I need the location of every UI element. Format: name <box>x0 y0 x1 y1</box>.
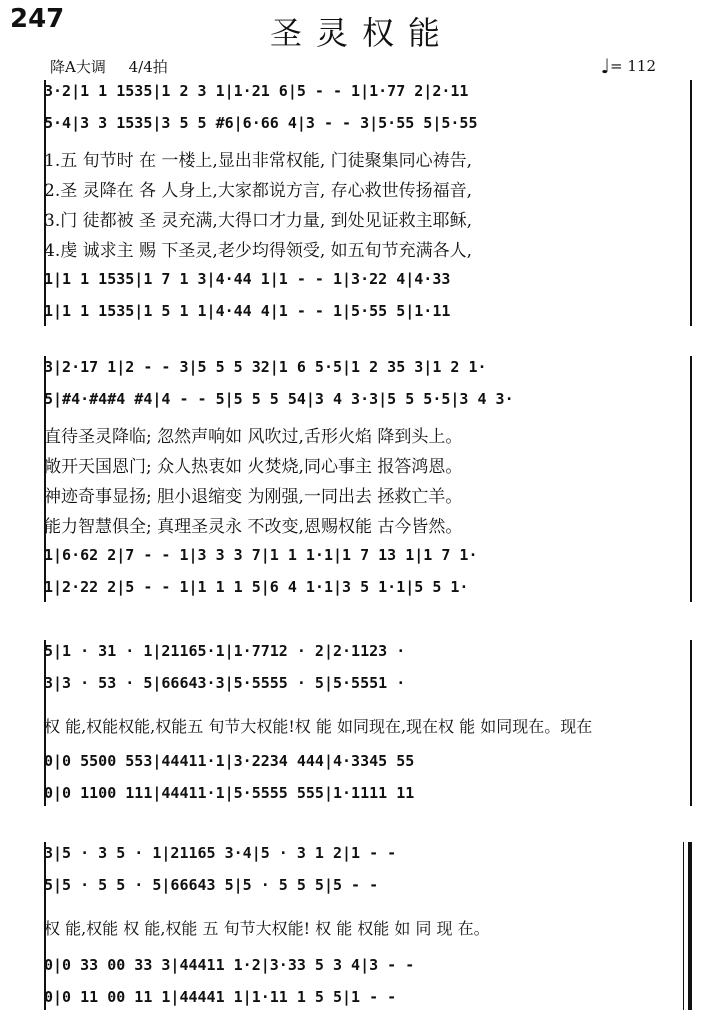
lyrics-verse-2: 敞开天国恩门; 众人热衷如 火焚烧,同心事主 报答鸿恩。 <box>44 457 463 477</box>
lyrics-verse-4: 4.虔 诚求主 赐 下圣灵,老少均得领受, 如五旬节充满各人, <box>44 241 473 261</box>
tempo-marking <box>601 54 656 78</box>
lyrics-verse-1: 1.五 旬节时 在 一楼上,显出非常权能, 门徒聚集同心祷告, <box>44 151 473 171</box>
alto-line: 5|#4·#4#4 #4|4 - - 5|5 5 5 54|3 4 3·3|5 5 5·5|3 4 3· <box>44 390 514 408</box>
tenor-line: 1|6·62 2|7 - - 1|3 3 3 7|1 1 1·1|1 7 13 1|1 7 1· <box>44 546 478 564</box>
lyrics-verse-4: 能力智慧俱全; 真理圣灵永 不改变,恩赐权能 古今皆然。 <box>44 517 463 537</box>
score-system-2 <box>44 356 692 606</box>
hymn-number: 247 <box>10 4 65 34</box>
lyrics-verse-3: 3.门 徒都被 圣 灵充满,大得口才力量, 到处见证救主耶稣, <box>44 211 473 231</box>
soprano-line: 3·2|1 1 1535|1 2 3 1|1·21 6|5 - - 1|1·77 2|2·11 <box>44 82 469 100</box>
alto-line: 5·4|3 3 1535|3 5 5 #6|6·66 4|3 - - 3|5·55 5|5·55 <box>44 114 478 132</box>
soprano-line: 5|1 · 31 · 1|21165·1|1·7712 · 2|2·1123 · <box>44 642 406 660</box>
key-signature: 降A大调 <box>50 58 106 76</box>
lyrics-refrain: 权 能,权能权能,权能五 旬节大权能!权 能 如同现在,现在权 能 如同现在。现在 <box>44 717 593 736</box>
alto-line: 5|5 · 5 5 · 5|66643 5|5 · 5 5 5|5 - - <box>44 876 379 894</box>
bass-line: 0|0 11 00 11 1|44441 1|1·11 1 5 5|1 - - <box>44 988 397 1006</box>
tenor-line: 0|0 5500 553|44411·1|3·2234 444|4·3345 55 <box>44 752 415 770</box>
score-system-4 <box>44 842 692 1014</box>
bass-line: 1|1 1 1535|1 5 1 1|4·44 4|1 - - 1|5·55 5|1·11 <box>44 302 451 320</box>
score-system-3 <box>44 640 692 810</box>
alto-line: 3|3 · 53 · 5|66643·3|5·5555 · 5|5·5551 · <box>44 674 406 692</box>
key-meter <box>50 56 186 77</box>
hymn-title: 圣灵权能 <box>269 14 454 52</box>
tenor-line: 0|0 33 00 33 3|44411 1·2|3·33 5 3 4|3 - - <box>44 956 415 974</box>
tenor-line: 1|1 1 1535|1 7 1 3|4·44 1|1 - - 1|3·22 4|4·33 <box>44 270 451 288</box>
tempo-value: = 112 <box>610 57 656 75</box>
soprano-line: 3|5 · 3 5 · 1|21165 3·4|5 · 3 1 2|1 - - <box>44 844 397 862</box>
lyrics-verse-1: 直待圣灵降临; 忽然声响如 风吹过,舌形火焰 降到头上。 <box>44 427 463 447</box>
time-signature: 4/4拍 <box>128 58 168 76</box>
lyrics-verse-2: 2.圣 灵降在 各 人身上,大家都说方言, 存心救世传扬福音, <box>44 181 473 201</box>
score-system-1 <box>44 80 692 330</box>
lyrics-verse-3: 神迹奇事显扬; 胆小退缩变 为刚强,一同出去 拯救亡羊。 <box>44 487 463 507</box>
quarter-note-icon: ♩ <box>600 54 611 78</box>
bass-line: 1|2·22 2|5 - - 1|1 1 1 5|6 4 1·1|3 5 1·1|5 5 1· <box>44 578 469 596</box>
lyrics-refrain: 权 能,权能 权 能,权能 五 旬节大权能! 权 能 权能 如 同 现 在。 <box>44 919 490 938</box>
bass-line: 0|0 1100 111|44411·1|5·5555 555|1·1111 11 <box>44 784 415 802</box>
soprano-line: 3|2·17 1|2 - - 3|5 5 5 32|1 6 5·5|1 2 35 3|1 2 1· <box>44 358 487 376</box>
